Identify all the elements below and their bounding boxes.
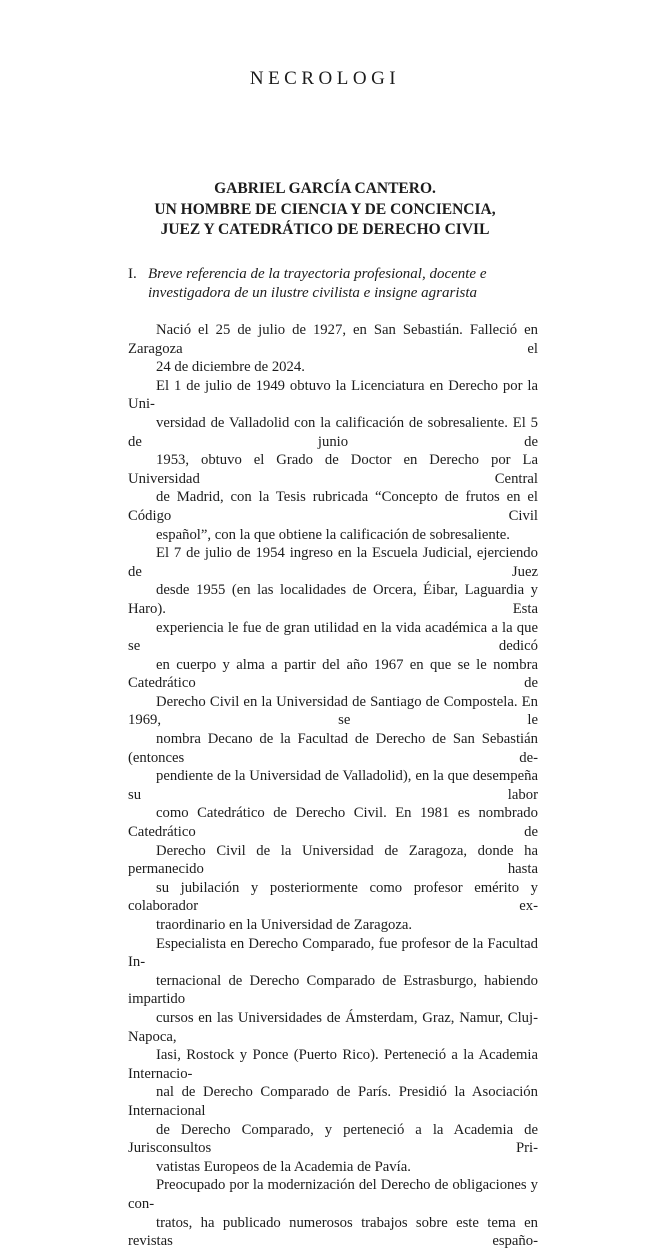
body-line: como Catedrático de Derecho Civil. En 1981 es nombrado Catedrático de	[128, 805, 538, 841]
body-line: Preocupado por la modernización del Derecho de obligaciones y con-	[128, 1177, 538, 1212]
body-line: de Derecho Comparado, y perteneció a la Academia de Jurisconsultos Pri-	[128, 1121, 538, 1157]
body-line: vatistas Europeos de la Academia de Pavía.	[156, 1158, 411, 1175]
body-line: en cuerpo y alma a partir del año 1967 en que se le nombra Catedrático de	[128, 656, 538, 692]
body-line: El 1 de julio de 1949 obtuvo la Licenciatura en Derecho por la Uni-	[128, 377, 538, 413]
article-body	[128, 321, 538, 1251]
body-line: cursos en las Universidades de Ámsterdam, Graz, Namur, Cluj-Napoca,	[128, 1009, 538, 1045]
body-line: su jubilación y posteriormente como profesor emérito y colaborador ex-	[128, 879, 538, 915]
body-line: Iasi, Rostock y Ponce (Puerto Rico). Perteneció a la Academia Internacio-	[128, 1047, 538, 1082]
article-title-line: UN HOMBRE DE CIENCIA Y DE CONCIENCIA,	[154, 200, 496, 218]
running-header: NECROLOGI	[249, 68, 401, 89]
body-line: 24 de diciembre de 2024.	[156, 359, 305, 376]
body-paragraph	[128, 1176, 538, 1250]
body-line: ternacional de Derecho Comparado de Estrasburgo, habiendo impartido	[128, 972, 538, 1008]
section-number: I.	[128, 266, 137, 282]
section-heading-text: Breve referencia de la trayectoria profesional, docente e investigadora de un ilustre civilista e insigne agrarista	[148, 266, 487, 301]
article-title	[0, 179, 650, 241]
body-paragraph	[128, 377, 538, 544]
body-line: español”, con la que obtiene la calificación de sobresaliente.	[156, 526, 510, 543]
body-line: nal de Derecho Comparado de París. Presidió la Asociación Internacional	[128, 1084, 538, 1119]
body-line: Derecho Civil en la Universidad de Santiago de Compostela. En 1969, se le	[128, 693, 538, 729]
body-paragraph	[128, 935, 538, 1177]
body-line: experiencia le fue de gran utilidad en la vida académica a la que se dedicó	[128, 619, 538, 655]
body-line: Nació el 25 de julio de 1927, en San Sebastián. Falleció en Zaragoza el	[128, 322, 538, 357]
body-line: tratos, ha publicado numerosos trabajos sobre este tema en revistas españo-	[128, 1214, 538, 1250]
body-line: traordinario en la Universidad de Zaragoza.	[156, 917, 413, 933]
body-line: desde 1955 (en las localidades de Orcera, Éibar, Laguardia y Haro). Esta	[128, 582, 538, 617]
body-line: pendiente de la Universidad de Valladolid), en la que desempeña su labor	[128, 768, 538, 803]
body-line: Especialista en Derecho Comparado, fue profesor de la Facultad In-	[128, 935, 538, 971]
body-line: 1953, obtuvo el Grado de Doctor en Derecho por La Universidad Central	[128, 452, 538, 487]
body-line: versidad de Valladolid con la calificación de sobresaliente. El 5 de junio de	[128, 414, 538, 450]
body-line: Derecho Civil de la Universidad de Zaragoza, donde ha permanecido hasta	[128, 842, 538, 878]
body-paragraph	[128, 544, 538, 934]
section-heading	[128, 265, 538, 303]
body-paragraph	[128, 321, 538, 377]
article-title-line: JUEZ Y CATEDRÁTICO DE DERECHO CIVIL	[160, 221, 490, 238]
article-title-line: GABRIEL GARCÍA CANTERO.	[214, 180, 436, 197]
body-line: El 7 de julio de 1954 ingreso en la Escuela Judicial, ejerciendo de Juez	[128, 545, 538, 580]
body-line: nombra Decano de la Facultad de Derecho de San Sebastián (entonces de-	[128, 731, 538, 766]
body-line: de Madrid, con la Tesis rubricada “Concepto de frutos en el Código Civil	[128, 489, 538, 524]
